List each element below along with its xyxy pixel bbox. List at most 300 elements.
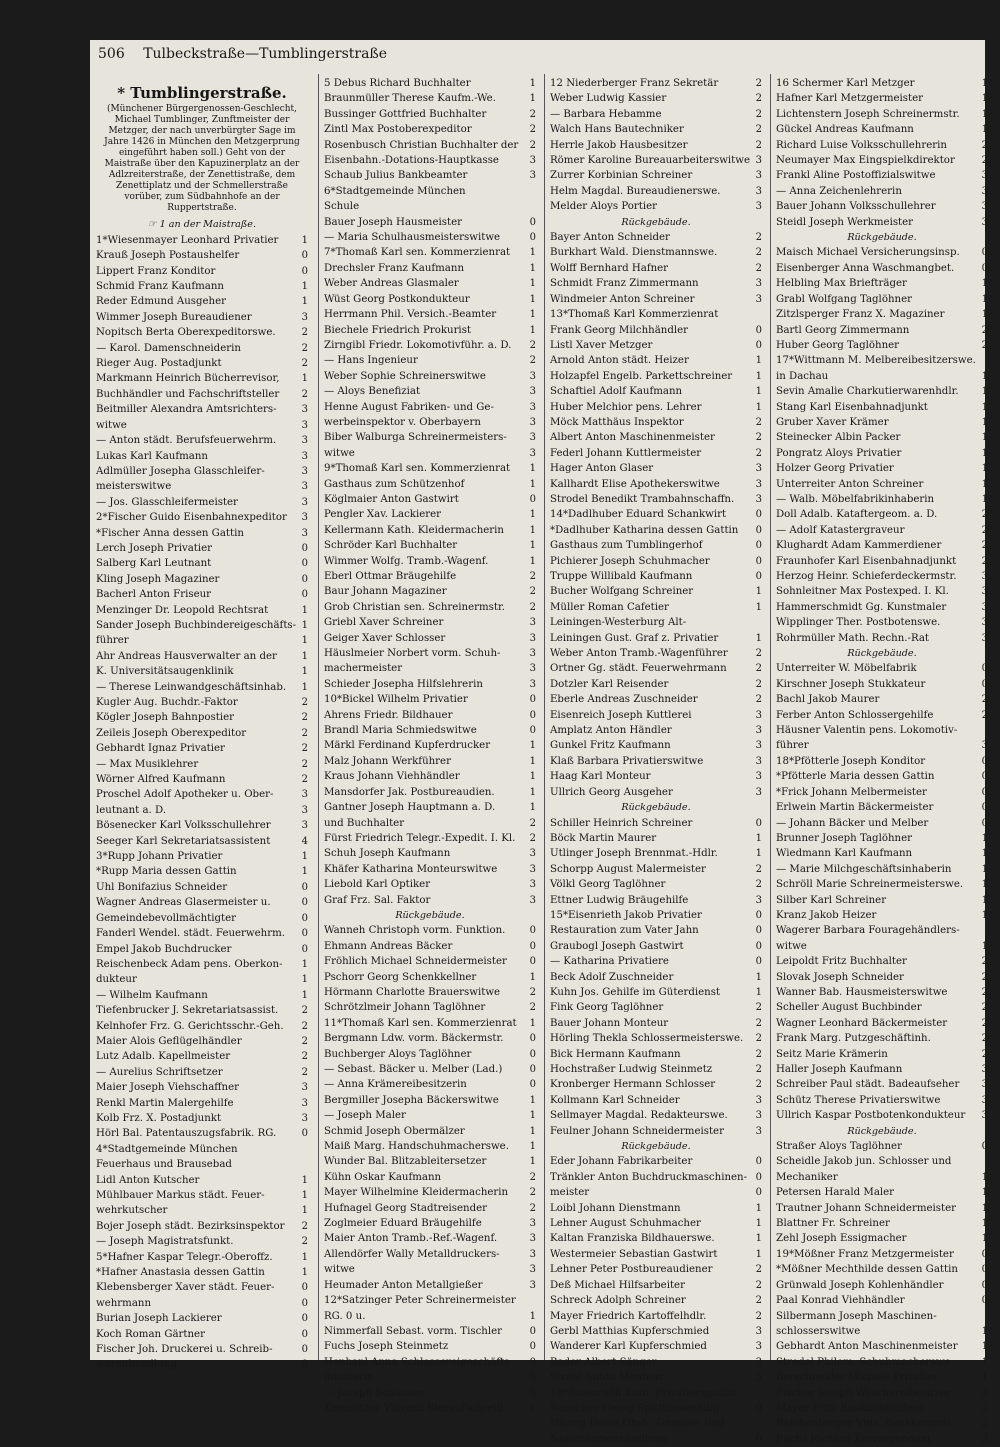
entry-floor: 2 [529,139,536,151]
entry-floor: 4 [301,835,308,847]
entry-text: witwe [324,1264,355,1276]
entry-floor: 0 [981,1295,988,1307]
entry-text: Schröll Marie Schreinermeisterswe. [776,879,964,891]
entry-floor: 1 [529,524,536,536]
entry-text: Lutz Adalb. Kapellmeister [96,1051,231,1063]
entry-floor: 2 [981,139,988,151]
entry-floor: 0 [529,1356,536,1368]
entry-text: 16*Eisenrieth Kath. Privatiersgattin [550,1387,737,1399]
entry-floor: 0 [529,1064,536,1075]
entry-text: Windmeier Anton Schreiner [550,293,695,305]
entry-text: Schreiber Paul städt. Badeaufseher [776,1079,960,1091]
entry [324,769,536,784]
entry [776,569,988,584]
entry-floor: 1 [981,463,988,475]
entry-text: Geiger Xaver Schlosser [324,632,446,644]
entry [324,1139,536,1154]
entry-text: meister [550,1187,590,1199]
entry [324,877,536,892]
entry-floor: 3 [529,401,536,413]
entry [550,338,762,353]
entry-floor: 0 [981,786,988,798]
entry-floor: 1 [529,78,536,89]
entry-text: Völkl Georg Taglöhner [550,879,666,891]
entry-text: Schuh Joseph Kaufmann [324,848,451,860]
entry-text: Bauer Joseph Hausmeister [324,216,462,228]
entry-text: Ferber Anton Schlossergehilfe [776,709,934,721]
entry-text: 19*Mößner Franz Metzgermeister [776,1248,954,1260]
entry-floor: 2 [529,601,536,613]
entry [550,1432,762,1447]
entry [776,1093,988,1108]
entry-text: Schütz Therese Privatierswitwe [776,1094,941,1106]
subheading: Rückgebäude. [847,648,917,660]
entry-text: *Frick Johann Melbermeister [776,786,927,798]
entry [776,477,988,492]
entry-floor: 1 [529,324,536,336]
entry [324,1247,536,1262]
entry-floor: 1 [529,278,536,290]
entry [96,1327,308,1342]
entry [324,584,536,599]
entry-floor: 2 [755,694,762,706]
entry [550,1031,762,1046]
column-rule [770,74,771,1360]
entry-text: Maier Alois Geflügelhändler [96,1035,242,1047]
entry [776,1216,988,1231]
entry [776,908,988,923]
entry-floor: 2 [301,712,308,724]
entry [776,785,988,800]
entry-text: Amplatz Anton Händler [550,725,672,737]
entry-floor: 0 [755,339,762,351]
entry-text: Ortner Gg. städt. Feuerwehrmann [550,663,727,675]
entry-text: *Fischer Anna dessen Gattin [96,527,244,539]
entry-floor: 3 [755,278,762,290]
entry-text: — Jos. Glasschleifermeister [96,496,238,508]
entry-floor: 2 [301,358,308,370]
entry-floor: 2 [981,709,988,721]
entry-text: — Hans Ingenieur [324,355,418,367]
entry [550,1386,762,1401]
entry [324,677,536,692]
entry-text: Zoglmeier Eduard Bräugehilfe [324,1218,482,1230]
entry-text: inhaberin [324,1372,374,1384]
entry [96,895,308,910]
entry-floor: 2 [755,1079,762,1091]
entry-text: K. Universitätsaugenklinik [96,666,234,678]
entry [776,1416,988,1431]
entry-text: Ehmann Andreas Bäcker [324,940,453,952]
entry [550,323,762,338]
entry [776,1108,988,1123]
entry-floor: 1 [529,1094,536,1106]
entry-floor: 1 [981,1187,988,1199]
entry-text: Wolff Bernhard Hafner [550,262,669,274]
entry-text: Unterreiter Anton Schreiner [776,478,924,490]
entry [324,400,536,415]
entry-floor: 2 [755,416,762,428]
entry [776,1077,988,1092]
entry-floor: 1 [529,93,536,105]
entry-floor: 2 [301,1236,308,1248]
entry-text: Burkhart Wald. Dienstmannswe. [550,247,718,259]
entry-text: Listl Xaver Metzger [550,339,653,351]
entry [776,1262,988,1277]
entry [96,1049,308,1064]
entry [550,615,762,630]
entry-floor: 1 [529,309,536,321]
entry-text: Lerch Joseph Privatier [96,542,213,554]
entry-text: Wanneh Christoph vorm. Funktion. [324,925,506,937]
entry [324,923,536,938]
entry-floor: 3 [755,493,762,505]
entry-floor: 1 [755,370,762,382]
entry [550,661,762,676]
entry-floor: 3 [301,789,308,801]
entry-floor: 3 [529,1248,536,1260]
entry-floor: 2 [755,863,762,875]
entry-floor: 1 [301,373,308,385]
entry-text: Bojer Joseph städt. Bezirksinspektor [96,1220,285,1232]
entry [550,1278,762,1293]
entry-floor: 2 [755,262,762,274]
entry-text: — Anna Krämereibesitzerin [324,1079,467,1091]
entry-floor: 2 [529,586,536,598]
entry-text: Bergmann Ldw. vorm. Bäckermstr. [324,1033,504,1045]
entry [550,261,762,276]
entry-text: Kling Joseph Magaziner [96,573,220,585]
entry-text: Bartl Georg Zimmermann [776,324,910,336]
entry-floor: 3 [529,170,536,182]
entry-text: Wüst Georg Postkondukteur [324,293,470,305]
entry [324,615,536,630]
entry-floor: 1 [529,555,536,567]
entry [324,708,536,723]
entry-text: Griebl Xaver Schreiner [324,617,444,629]
entry-floor: 0 [981,262,988,274]
entry-text: Kraus Johann Viehhändler [324,771,460,783]
entry [96,1019,308,1034]
entry-floor: 2 [301,1035,308,1047]
entry-text: in Dachau [776,370,829,382]
entry [96,341,308,356]
entry-floor: 1 [755,1248,762,1260]
entry-text: — Max Musiklehrer [96,758,199,770]
entry-text: Kühn Oskar Kaufmann [324,1171,442,1183]
entry [550,1154,762,1169]
entry [776,538,988,553]
entry-floor: 1 [755,1233,762,1245]
entry-text: *Hafner Anastasia dessen Gattin [96,1267,265,1279]
entry-text: 10*Bickel Wilhelm Privatier [324,694,468,706]
entry [550,1293,762,1308]
entry-floor: 3 [981,201,988,213]
entry-floor: 2 [529,571,536,582]
entry [550,307,762,322]
entry-text: Pongratz Aloys Privatier [776,447,902,459]
subheading: Rückgebäude. [621,216,691,228]
entry-floor: 2 [301,1066,308,1078]
entry [324,1108,536,1123]
entry-floor: 3 [755,771,762,783]
entry-floor: 2 [529,108,536,120]
entry-text: Wipplinger Ther. Postbotenswe. [776,617,941,629]
entry [324,1278,536,1293]
entry-floor: 1 [981,478,988,490]
entry-floor: 1 [981,1341,988,1353]
entry [324,985,536,1000]
entry-text: Bergmiller Josepha Bäckerswitwe [324,1094,499,1106]
entry-floor: 2 [981,1418,988,1430]
entry-text: Schmidt Franz Zimmermann [550,278,699,290]
entry-text: Henhapl Anna Schlossereigeschäfts- [324,1356,513,1368]
entry-floor: 3 [529,663,536,675]
entry-floor: 1 [981,416,988,428]
entry-floor: 1 [529,1110,536,1122]
entry [550,1231,762,1246]
entry-text: — Maria Schulhausmeisterswitwe [324,232,501,244]
entry [324,338,536,353]
entry-floor: 3 [301,435,308,447]
entry [776,738,988,753]
entry-text: Liebold Karl Optiker [324,879,431,891]
entry-floor: 1 [529,1141,536,1153]
entry [324,1339,536,1354]
entry [776,523,988,538]
entry [550,985,762,1000]
entry-text: Tiefenbrucker J. Sekretariatsassist. [96,1005,279,1017]
entry-floor: 1 [301,989,308,1001]
entry-text: Rieger Aug. Postadjunkt [96,358,222,370]
entry [324,954,536,969]
entry [324,1062,536,1077]
entry-text: Steinecker Albin Packer [776,432,901,444]
entry-text: Gasthaus zum Schützenhof [324,478,465,490]
entry-floor: 0 [755,324,762,336]
entry [324,1201,536,1216]
entry [550,677,762,692]
entry [96,479,308,494]
entry-text: Gruber Xaver Krämer [776,416,889,428]
entry-text: Albert Anton Maschinenmeister [550,432,715,444]
entry-text: Frank Marg. Putzgeschäftinh. [776,1033,931,1045]
entry-floor: 0 [529,493,536,505]
entry-text: Brandl Maria Schmiedswitwe [324,725,477,737]
entry [96,772,308,787]
entry-text: Böck Martin Maurer [550,832,657,844]
entry-floor: 1 [529,1156,536,1168]
entry [776,661,988,676]
entry-floor: 3 [301,311,308,323]
entry-floor: 1 [301,604,308,616]
entry-floor: 2 [301,743,308,755]
entry [776,292,988,307]
entry-text: Holzapfel Engelb. Parkettschreiner [550,370,733,382]
entry-floor [978,353,988,368]
entry-text: Lippert Franz Konditor [96,265,216,277]
entry-floor: 1 [755,401,762,413]
entry-text: Schreck Adolph Schreiner [550,1295,686,1307]
entry-floor: 1 [301,296,308,308]
entry-floor: 0 [301,542,308,554]
entry [96,495,308,510]
entry-floor: 1 [981,1218,988,1230]
entry-text: Henne August Fabriken- und Ge- [324,401,494,413]
entry-text: Maier Anton Tramb.-Ref.-Wagenf. [324,1233,498,1245]
entry-text: Reichenberger Vinz. Bankkommis [776,1418,952,1430]
entry-floor: 2 [981,339,988,351]
entry-text: — Wilhelm Kaufmann [96,989,208,1001]
entry-text: Häuslmeier Norbert vorm. Schuh- [324,648,501,660]
entry [96,1111,308,1126]
entry-floor: 2 [755,1033,762,1045]
entry-floor: 2 [981,324,988,336]
entry-floor: 3 [981,1064,988,1075]
entry [324,199,536,214]
entry-floor: 0 [529,709,536,721]
entry-floor [526,1293,536,1308]
entry-floor: 3 [529,370,536,382]
entry-text: Seeger Karl Sekretariatsassistent [96,835,271,847]
entry-text: witwe [96,419,127,431]
entry [776,338,988,353]
entry [550,1401,762,1416]
entry [324,430,536,445]
entry-text: Hafner Karl Metzgermeister [776,93,923,105]
entry-floor: 3 [529,432,536,444]
entry-text: Hörmann Charlotte Brauerswitwe [324,986,501,998]
entry [324,153,536,168]
entry-floor: 1 [301,635,308,647]
entry [324,738,536,753]
entry-text: — Sebast. Bäcker u. Melber (Lad.) [324,1064,503,1075]
entry-floor: 0 [301,881,308,893]
entry-floor: 1 [981,940,988,952]
entry-text: und Buchhalter [324,817,405,829]
entry-floor [526,199,536,214]
entry [550,1355,762,1370]
entry [324,261,536,276]
entry-text: Buchhändler und Fachschriftsteller [96,388,280,400]
entry-floor: 1 [981,879,988,891]
entry [96,1080,308,1095]
entry-text: *Mößner Mechthilde dessen Gattin [776,1264,958,1276]
entry [776,1293,988,1308]
entry-text: Lidl Anton Kutscher [96,1174,200,1186]
entry-text: Federl Johann Kuttlermeister [550,447,702,459]
entry [324,831,536,846]
entry [96,1311,308,1326]
entry [550,1201,762,1216]
entry-text: Fuchs Joseph Steinmetz [324,1341,449,1353]
entry-text: — Anton städt. Berufsfeuerwehrm. [96,435,277,447]
entry-text: dukteur [96,974,137,986]
entry-floor [752,615,762,630]
entry-floor: 2 [755,879,762,891]
entry [550,184,762,199]
entry-floor: 3 [301,820,308,832]
entry [776,184,988,199]
entry [550,384,762,399]
entry [550,1170,762,1185]
entry-text: Wagner Andreas Glasermeister u. [96,897,271,909]
entry-text: Schorpp August Malermeister [550,863,706,875]
entry [550,153,762,168]
entry-floor: 1 [301,1251,308,1263]
entry [550,1000,762,1015]
entry-text: Häring David Obst-, Gemüse- und [550,1418,725,1430]
entry-floor: 0 [301,1313,308,1325]
entry-text: Scheller August Buchbinder [776,1002,922,1014]
entry [776,1401,988,1416]
entry-text: Ettner Ludwig Bräugehilfe [550,894,689,906]
entry-text: Restauration zum Vater Jahn [550,925,699,937]
entry-floor [298,1157,308,1172]
entry [324,970,536,985]
entry-floor: 2 [301,697,308,708]
entry-text: *Dadlhuber Katharina dessen Gattin [550,524,739,536]
entry-text: Sellmayer Magdal. Redakteurswe. [550,1110,728,1122]
entry-text: Leipoldt Fritz Buchhalter [776,956,907,968]
entry [550,646,762,661]
entry [324,245,536,260]
entry-floor: 1 [755,386,762,398]
entry-text: Kollmann Karl Schneider [550,1094,680,1106]
entry [96,526,308,541]
entry [550,230,762,245]
entry [324,323,536,338]
entry-text: — Johann Bäcker und Melber [776,817,929,829]
entry-text: Westermeier Sebastian Gastwirt [550,1248,718,1260]
entry-text: — Aurelius Schriftsetzer [96,1066,223,1078]
entry-floor: 1 [301,1267,308,1279]
entry [324,646,536,661]
entry [324,1154,536,1169]
entry-text: Graubogl Joseph Gastwirt [550,940,684,952]
entry-text: Sohnleitner Max Postexped. I. Kl. [776,586,949,598]
entry-text: Weber Anton Tramb.-Wagenführer [550,648,728,660]
entry-text: Frank Georg Milchhändler [550,324,689,336]
entry-text: Lehner Peter Postbureaudiener [550,1264,713,1276]
entry-floor: 3 [981,601,988,613]
entry-text: *Rupp Maria dessen Gattin [96,866,237,878]
entry [776,1154,988,1169]
entry [776,554,988,569]
entry-text: Pengler Xav. Lackierer [324,509,442,521]
entry-text: Kronberger Hermann Schlosser [550,1079,716,1091]
entry-text: 16 Schermer Karl Metzger [776,78,915,89]
entry [550,1216,762,1231]
entry-floor: 0 [755,509,762,521]
entry-floor [298,1142,308,1157]
column-3 [550,76,762,1447]
entry-text: 17*Wittmann M. Melbereibesitzerswe. [776,355,976,367]
entry-floor: 3 [755,1125,762,1137]
entry-text: Strodel Benedikt Trambahnschaffn. [550,493,735,505]
entry [324,369,536,384]
entry [550,430,762,445]
entry-text: Herzog Heinr. Schieferdeckermstr. [776,571,957,582]
entry-floor: 3 [755,1094,762,1106]
entry-floor: 1 [529,262,536,274]
entry-floor: 2 [981,524,988,536]
entry [324,276,536,291]
subheading: Rückgebäude. [847,1125,917,1137]
entry-floor: 3 [755,478,762,490]
entry [550,523,762,538]
entry [550,1309,762,1324]
